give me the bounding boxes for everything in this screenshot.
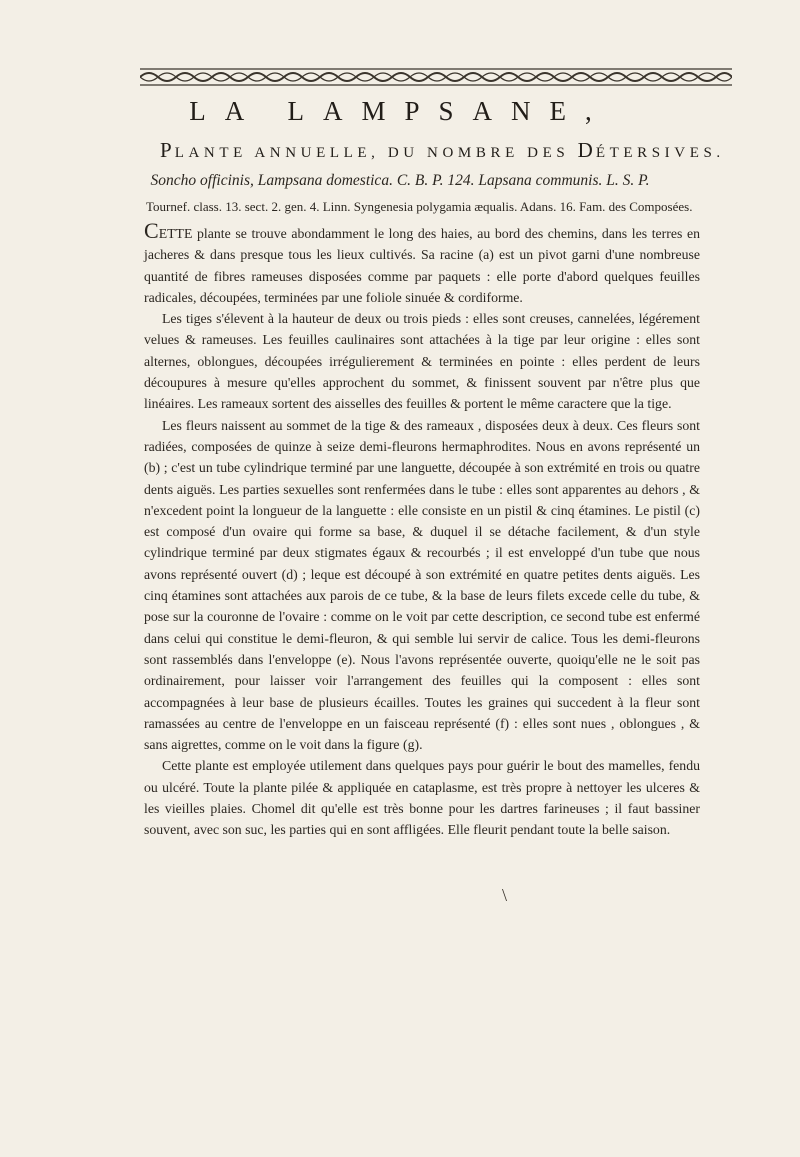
paragraph-text: plante se trouve abondamment le long des haies, au bord des chemins, dans les terres en jacheres & dans presque tous les lieux cultivés. Sa racine (a) est un pivot garni d'une nombreuse quantité de fibres rameuses disposées comme par paquets : elle porte d'abord quelques feuilles radicales, découpées, terminées par une foliole sinuée & cordiforme. <box>144 226 700 305</box>
subtitle-text-end: ÉTERSIVES. <box>595 145 725 161</box>
lead-word: ETTE <box>158 226 193 241</box>
paragraph-3: Les fleurs naissent au sommet de la tige & des rameaux , disposées deux à deux. Ces fleurs sont radiées, composées de quinze à seize demi-fleurons hermaphrodites. Nous en avons représenté un (b) ; c'est un tube cylindrique terminé par une languette, découpée à son extrémité en trois ou quatre dents aiguës. Les parties sexuelles sont renfermées dans le tube : elles sont apparentes au dehors , & n'excedent point la longueur de la languette : elle consiste en un pistil & cinq étamines. Le pistil (c) est composé d'un ovaire qui forme sa base, & duquel il se détache facilement, & d'un style cylindrique terminé par deux stigmates égaux & recourbés ; il est enveloppé d'un tube que nous avons représenté ouvert (d) ; leque est découpé à son extrémité en quatre petites dents aiguës. Les cinq étamines sont attachées aux parois de ce tube, & la base de leurs filets excede celle du tube, & pose sur la couronne de l'ovaire : comme on le voit par cette description, ce second tube est enfermé dans celui qui constitue le demi-fleuron, & qui semble lui servir de calice. Tous les demi-fleurons sont rassemblés dans l'enveloppe (e). Nous l'avons représentée ouverte, quoiqu'elle ne le soit pas ordinairement, pour laisser voir l'arrangement des feuilles qui la composent : elles sont accompagnées à leur base de plusieurs écailles. Toutes les graines qui succedent à la fleur sont ramassées au centre de l'enveloppe en un faisceau représenté (f) : elles sont nues , oblongues , & sans aigrettes, comme on le voit dans la figure (g). <box>144 417 700 753</box>
taxonomy-references: Tournef. class. 13. sect. 2. gen. 4. Linn. Syngenesia polygamia æqualis. Adans. 16. Fam. des Composées. <box>146 199 693 214</box>
subtitle-cap-p: P <box>160 138 175 162</box>
stray-ink-mark: \ <box>502 885 508 905</box>
paragraph-2: Les tiges s'élevent à la hauteur de deux ou trois pieds : elles sont creuses, cannelées, légérement velues & rameuses. Les feuilles caulinaires sont attachées à la tige par leur origine : elles sont alternes, oblongues, découpées irrégulierement & terminées en pointe : elles perdent de leurs découpures à mesure qu'elles approchent du sommet, & finissent souvent par n'être plus que linéaires. Les rameaux sortent des aisselles des feuilles & portent le même caractere que la tige. <box>144 311 700 412</box>
decorative-border-ornament <box>140 66 732 88</box>
plant-classification-heading <box>160 138 725 163</box>
paragraph-1 <box>144 218 700 308</box>
paragraph-4: Cette plante est employée utilement dans quelques pays pour guérir le bout des mamelles, fendu ou ulcéré. Toute la plante pilée & appliquée en cataplasme, est très propre à nettoyer les ulceres & les vieilles plaies. Chomel dit qu'elle est très bonne pour les dartres farineuses ; il faut bassiner souvent, avec son suc, les parties qui en sont affligées. Elle fleurit pendant toute la belle saison. <box>144 758 700 838</box>
drop-cap: C <box>144 218 159 243</box>
description-body <box>144 218 700 841</box>
subtitle-cap-d: D <box>577 138 596 162</box>
synonyms-line: Soncho officinis, Lampsana domestica. C. B. P. 124. Lapsana communis. L. S. P. <box>150 172 650 189</box>
subtitle-text: LANTE ANNUELLE, DU NOMBRE DES <box>174 145 578 161</box>
page-title: LA LAMPSANE, <box>189 96 611 126</box>
